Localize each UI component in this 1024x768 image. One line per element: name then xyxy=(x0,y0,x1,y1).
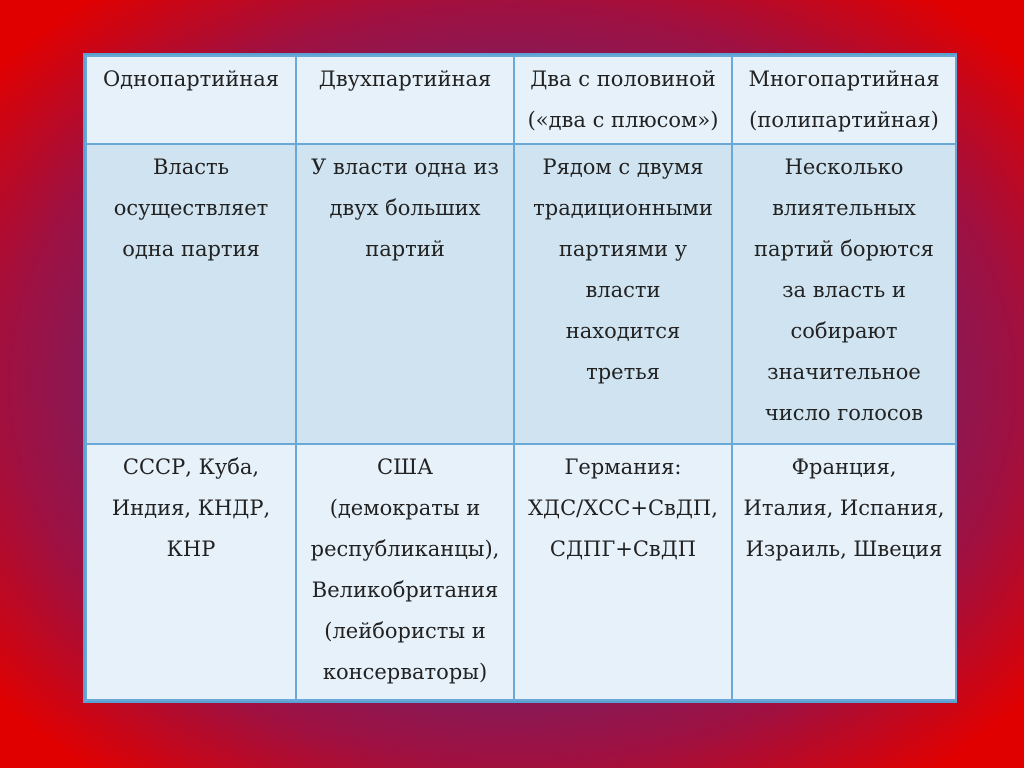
example-line: Великобритания xyxy=(311,578,499,602)
definition-line: партий борются xyxy=(754,237,934,261)
table-definition-row xyxy=(86,144,956,444)
definition-cell-multi-party xyxy=(732,144,956,444)
header-cell-multi-party xyxy=(732,56,956,144)
definition-line: Рядом с двумя xyxy=(542,155,704,179)
definition-line: традиционными xyxy=(533,196,713,220)
header-cell-one-party xyxy=(86,56,296,144)
header-line: Многопартийная xyxy=(748,67,940,91)
examples-cell-multi-party xyxy=(732,444,956,700)
definition-line: за власть и xyxy=(782,278,906,302)
example-line: консерваторы) xyxy=(322,660,488,684)
examples-cell-two-and-half xyxy=(514,444,732,700)
example-line: Италия, Испания, xyxy=(743,496,945,520)
example-line: США xyxy=(377,455,433,479)
header-line: Двухпартийная xyxy=(318,67,492,91)
example-line: ХДС/ХСС+СвДП, xyxy=(528,496,718,520)
definition-line: одна партия xyxy=(122,237,260,261)
table-header-row xyxy=(86,56,956,144)
example-line: КНР xyxy=(166,537,216,561)
definition-line: влиятельных xyxy=(772,196,916,220)
examples-cell-two-party xyxy=(296,444,514,700)
definition-line: значительное xyxy=(767,360,921,384)
table xyxy=(85,55,957,701)
examples-cell-one-party xyxy=(86,444,296,700)
example-line: СССР, Куба, xyxy=(122,455,260,479)
header-line: («два с плюсом») xyxy=(527,108,719,132)
definition-cell-one-party xyxy=(86,144,296,444)
example-line: Германия: xyxy=(564,455,682,479)
definition-line: третья xyxy=(586,360,660,384)
definition-line: партий xyxy=(365,237,445,261)
definition-line: партиями у xyxy=(558,237,688,261)
party-systems-table xyxy=(83,53,957,703)
definition-cell-two-party xyxy=(296,144,514,444)
definition-line: Несколько xyxy=(784,155,904,179)
definition-line: число голосов xyxy=(764,401,924,425)
table-examples-row xyxy=(86,444,956,700)
definition-line: осуществляет xyxy=(113,196,269,220)
example-line: Израиль, Швеция xyxy=(745,537,943,561)
header-line: (полипартийная) xyxy=(749,108,939,132)
header-line: Однопартийная xyxy=(102,67,280,91)
example-line: (демократы и xyxy=(329,496,481,520)
header-line: Два с половиной xyxy=(530,67,716,91)
example-line: республиканцы), xyxy=(310,537,500,561)
example-line: Индия, КНДР, xyxy=(111,496,271,520)
definition-line: власти xyxy=(585,278,661,302)
example-line: Франция, xyxy=(791,455,897,479)
definition-line: двух больших xyxy=(329,196,481,220)
example-line: (лейбористы и xyxy=(324,619,486,643)
definition-cell-two-and-half xyxy=(514,144,732,444)
definition-line: Власть xyxy=(152,155,230,179)
definition-line: собирают xyxy=(790,319,898,343)
example-line: СДПГ+СвДП xyxy=(549,537,697,561)
header-cell-two-and-half xyxy=(514,56,732,144)
definition-line: У власти одна из xyxy=(311,155,499,179)
header-cell-two-party xyxy=(296,56,514,144)
definition-line: находится xyxy=(565,319,681,343)
